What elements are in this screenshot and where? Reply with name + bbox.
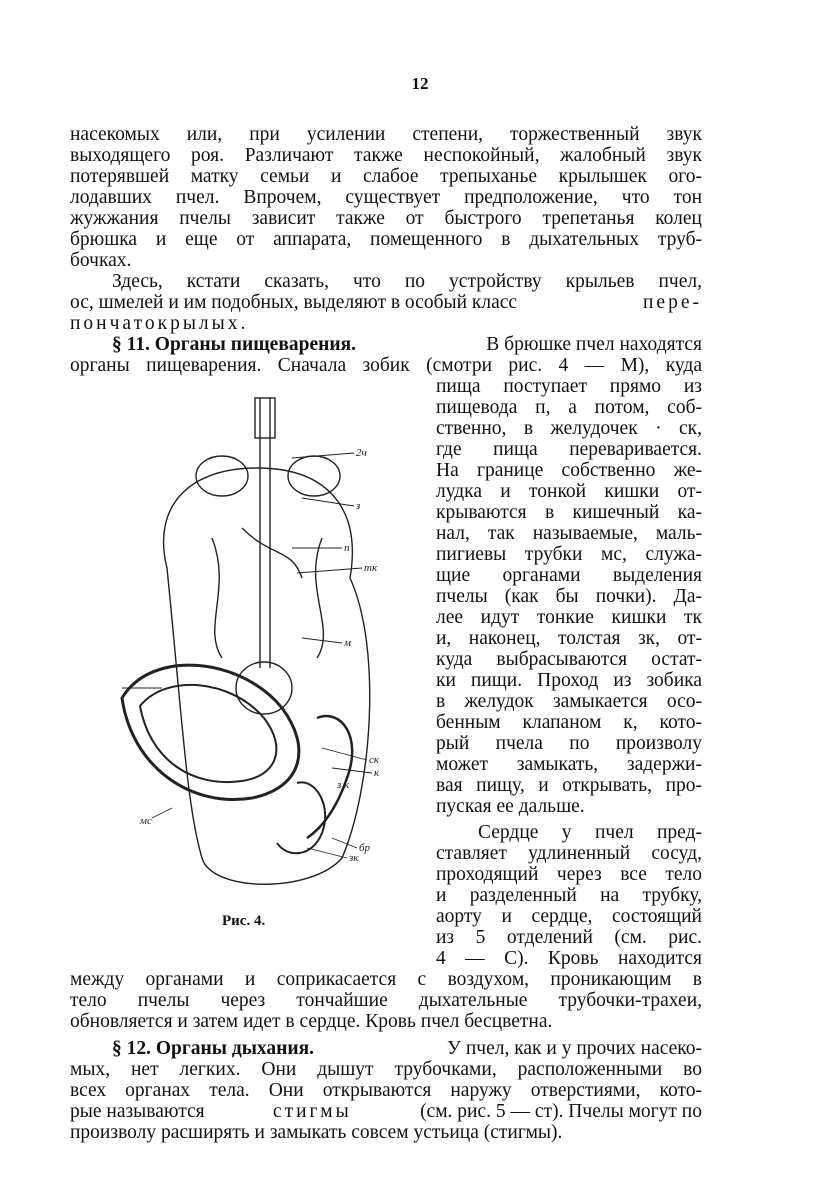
- text-line: нал, так называемые, маль-: [436, 523, 702, 544]
- text-line: лодавших пчел. Впрочем, существует предположение, что тон: [70, 187, 702, 208]
- text-line: обновляется и затем идет в сердце. Кровь пчел бесцветна.: [70, 1011, 553, 1032]
- text-line: аорту и сердце, состоящий: [436, 906, 702, 927]
- anatomy-figure: [92, 388, 432, 908]
- text-line: в желудок замыкается осо-: [436, 691, 702, 712]
- figure-label: м: [344, 637, 352, 649]
- text-line: жужжания пчелы зависит также от быстрого трепетанья колец: [70, 208, 702, 229]
- text-line: ставляет удлиненный сосуд,: [436, 843, 702, 864]
- figure-label: n: [344, 542, 350, 554]
- text-line: пчелы (как бы почки). Да-: [436, 586, 702, 607]
- section-12-heading: § 12. Органы дыхания.: [112, 1038, 315, 1059]
- text-line: и разделенный на трубку,: [436, 885, 702, 906]
- text-line: и, наконец, толстая зк, от-: [436, 628, 702, 649]
- body-outline: [164, 468, 370, 884]
- text-fragment: ос, шмелей и им подобных, выделяют в особый класс: [70, 292, 518, 313]
- text-line: Здесь, кстати сказать, что по устройству крыльев пчел,: [112, 271, 702, 292]
- text-line: щие органами выделения: [436, 565, 702, 586]
- text-line: пуская ее дальше.: [436, 796, 585, 817]
- text-line: выходящего роя. Различают также неспокойный, жалобный звук: [70, 145, 702, 166]
- intestine-inner: [140, 685, 276, 782]
- figure-label: бр: [359, 842, 371, 854]
- page-number: 12: [411, 74, 429, 93]
- text-fragment: (см. рис. 5 — ст). Пчелы могут по: [420, 1101, 702, 1122]
- text-line: ки пищи. Проход из зобика: [436, 670, 702, 691]
- text-line: проходящий через все тело: [436, 864, 702, 885]
- text-line: 4 — С). Кровь находится: [436, 948, 702, 969]
- crop: [236, 662, 292, 714]
- text-line: пищевода п, а потом, соб-: [436, 397, 702, 418]
- bee-digestive-system-drawing: [92, 388, 432, 908]
- figure-label: мс: [140, 815, 152, 827]
- text-line: бочках.: [70, 250, 132, 271]
- text-line: мых, нет легких. Они дышут трубочками, расположенными во: [70, 1059, 702, 1080]
- text-line: куда выбрасываются остат-: [436, 649, 702, 670]
- text-line: крываются в кишечный ка-: [436, 502, 702, 523]
- figure-label: к: [374, 767, 380, 779]
- text-line: может замыкать, задержи-: [436, 754, 702, 775]
- emphasized-term: пончатокрылых.: [70, 313, 249, 334]
- text-line: На границе собственно же-: [436, 460, 702, 481]
- text-line: пигиевы трубки мс, служа-: [436, 544, 702, 565]
- text-fragment: У пчел, как и у прочих насеко-: [447, 1038, 702, 1059]
- left-gland: [196, 456, 248, 496]
- figure-label: ск: [369, 754, 380, 766]
- figure-label: з к: [337, 779, 350, 791]
- text-line: ственно, в желудочек · ск,: [436, 418, 702, 439]
- emphasized-term: стигмы: [272, 1101, 352, 1122]
- text-line: лее идут тонкие кишки тк: [436, 607, 702, 628]
- text-line: [70, 292, 702, 313]
- text-line: насекомых или, при усилении степени, торжественный звук: [70, 124, 702, 145]
- text-line: всех органах тела. Они открываются наружу отверстиями, кото-: [70, 1080, 702, 1101]
- text-line: между органами и соприкасается с воздухом, проникающим в: [70, 969, 702, 990]
- rectum: [277, 782, 325, 853]
- text-line: пища поступает прямо из: [436, 376, 702, 397]
- figure-label: з: [356, 500, 361, 512]
- text-line: бенным клапаном к, кото-: [436, 712, 702, 733]
- text-line: лудка и тонкой кишки от-: [436, 481, 702, 502]
- text-line: из 5 отделений (см. рис.: [436, 927, 702, 948]
- figure-label: зк: [349, 852, 359, 864]
- text-line: где пища переваривается.: [436, 439, 702, 460]
- right-gland: [288, 456, 340, 496]
- figure-caption: Рис. 4.: [222, 913, 266, 929]
- text-line: потерявшей матку семьи и слабое трепыханье крылышек ого-: [70, 166, 702, 187]
- text-fragment: В брюшке пчел находятся: [486, 334, 702, 355]
- text-line: рый пчела по произволу: [436, 733, 702, 754]
- hindgut: [307, 716, 352, 838]
- head-section: [255, 398, 275, 438]
- text-line: тело пчелы через тончайшие дыхательные трубочки-трахеи,: [70, 990, 702, 1011]
- emphasized-term: пере-: [643, 292, 702, 313]
- text-line: брюшка и еще от аппарата, помещенного в дыхательных труб-: [70, 229, 702, 250]
- text-line: вая пищу, и открывать, про-: [436, 775, 702, 796]
- text-line: Сердце у пчел пред-: [478, 822, 702, 843]
- text-line: [70, 1101, 702, 1122]
- text-line: органы пищеварения. Сначала зобик (смотри рис. 4 — М), куда: [70, 355, 702, 376]
- figure-label: тк: [364, 562, 378, 574]
- section-12-heading-line: [112, 1038, 702, 1059]
- figure-label: 2ч: [356, 447, 367, 459]
- section-11-heading: § 11. Органы пищеварения.: [112, 334, 357, 355]
- text-fragment: рые называются: [70, 1101, 205, 1122]
- section-11-heading-line: [112, 334, 702, 355]
- text-line: произволу расширять и замыкать совсем устьица (стигмы).: [70, 1122, 563, 1143]
